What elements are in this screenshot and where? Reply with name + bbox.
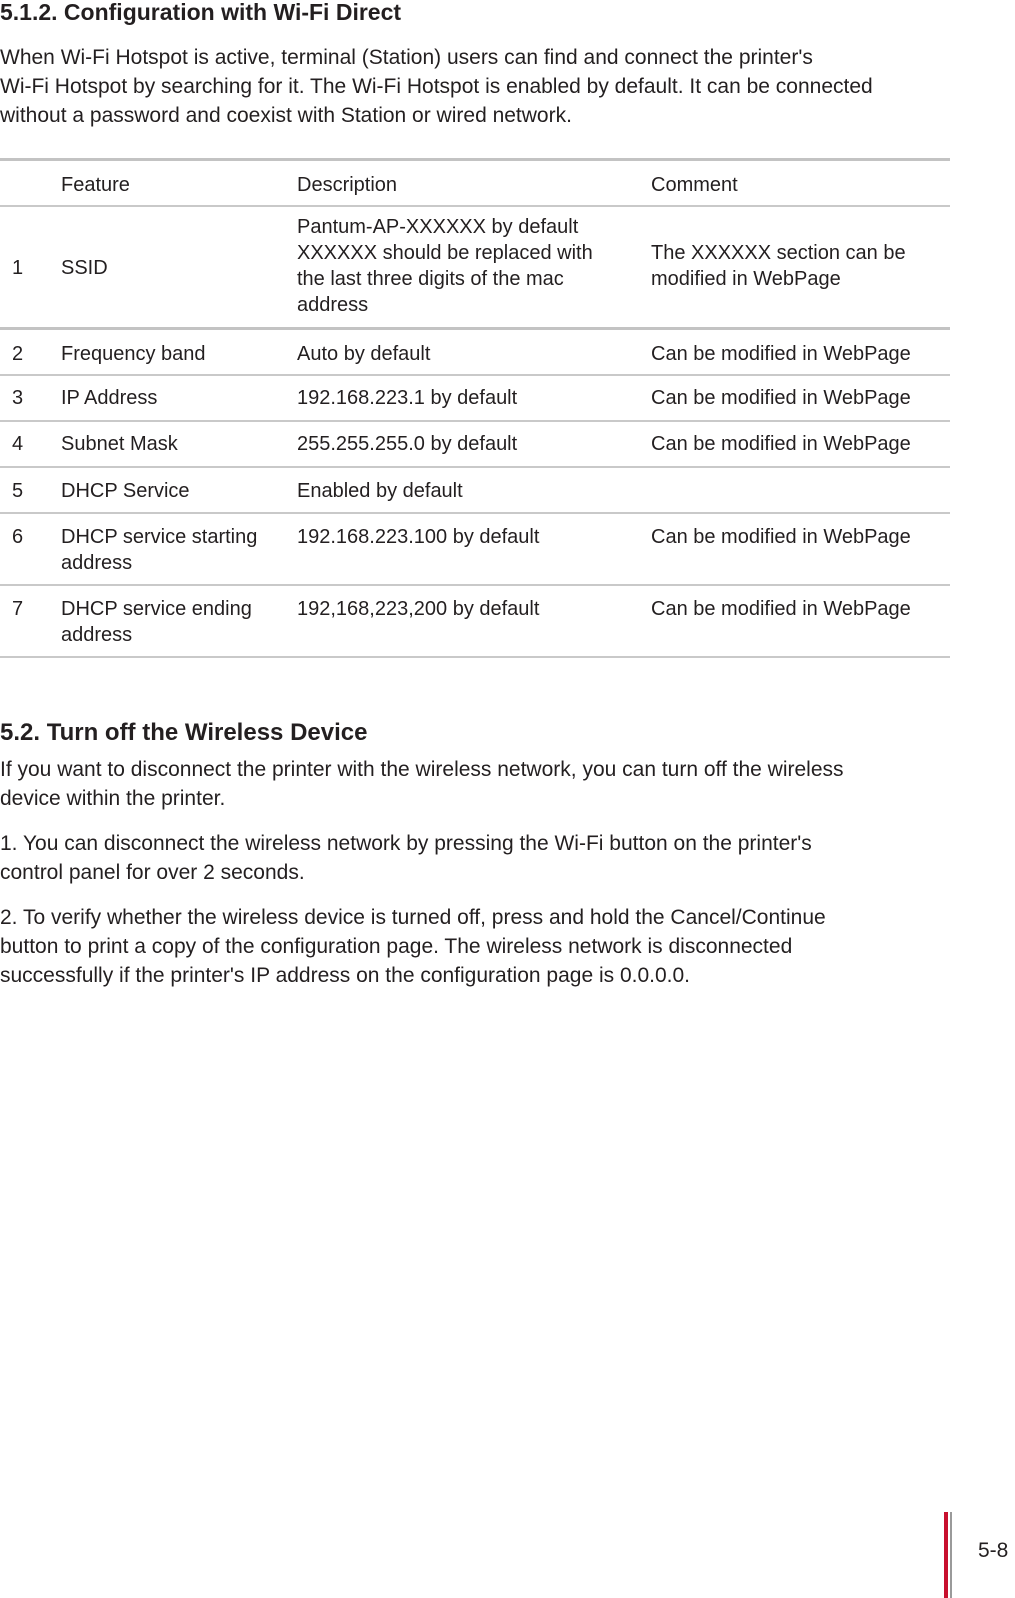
row-description: 192.168.223.1 by default (297, 387, 518, 409)
step-2-paragraph (0, 903, 960, 990)
wifi-direct-config-table (0, 158, 950, 658)
footer-accent-bar (944, 1512, 948, 1598)
row-description: 192.168.223.100 by default (297, 526, 540, 548)
table-row (0, 422, 950, 468)
section-512-intro (0, 43, 960, 130)
feature-line: address (61, 552, 133, 574)
row-comment: Can be modified in WebPage (651, 387, 911, 409)
row-number: 5 (12, 480, 24, 502)
paragraph-line: device within the printer. (0, 787, 226, 810)
row-description (297, 214, 627, 318)
row-feature (61, 524, 286, 576)
row-description: 192,168,223,200 by default (297, 598, 540, 620)
table-row (0, 586, 950, 658)
footer-divider (950, 1512, 952, 1598)
paragraph-line: 2. To verify whether the wireless device is turned off, press and hold the Cancel/Continue (0, 906, 826, 929)
row-feature (61, 596, 286, 648)
table-row (0, 514, 950, 586)
intro-line: without a password and coexist with Station or wired network. (0, 104, 572, 127)
row-comment: Can be modified in WebPage (651, 526, 911, 548)
row-feature: Frequency band (61, 343, 206, 365)
row-comment: Can be modified in WebPage (651, 598, 911, 620)
section-52-intro (0, 755, 960, 813)
table-row (0, 207, 950, 330)
row-feature: IP Address (61, 387, 158, 409)
paragraph-line: button to print a copy of the configuration page. The wireless network is disconnected (0, 935, 793, 958)
step-1-paragraph (0, 829, 960, 887)
comment-line: The XXXXXX section can be (651, 242, 906, 264)
header-comment: Comment (651, 174, 738, 196)
row-comment: Can be modified in WebPage (651, 343, 911, 365)
row-description: 255.255.255.0 by default (297, 433, 518, 455)
row-number: 1 (12, 257, 24, 279)
description-line: the last three digits of the mac (297, 268, 564, 290)
row-description: Auto by default (297, 343, 431, 365)
row-number: 4 (12, 433, 24, 455)
table-header-row (0, 161, 950, 207)
row-feature: Subnet Mask (61, 433, 178, 455)
row-feature: DHCP Service (61, 480, 190, 502)
paragraph-line: 1. You can disconnect the wireless network by pressing the Wi-Fi button on the printer's (0, 832, 812, 855)
feature-line: DHCP service ending (61, 598, 252, 620)
row-number: 3 (12, 387, 24, 409)
intro-line: Wi-Fi Hotspot by searching for it. The Wi-Fi Hotspot is enabled by default. It can be connected (0, 75, 873, 98)
section-title-52: 5.2. Turn off the Wireless Device (0, 719, 368, 746)
description-line: XXXXXX should be replaced with (297, 242, 593, 264)
table-row (0, 376, 950, 422)
row-comment: Can be modified in WebPage (651, 433, 911, 455)
feature-line: DHCP service starting (61, 526, 258, 548)
row-number: 7 (12, 598, 24, 620)
paragraph-line: control panel for over 2 seconds. (0, 861, 305, 884)
table-row (0, 330, 950, 376)
header-description: Description (297, 174, 398, 196)
intro-line: When Wi-Fi Hotspot is active, terminal (Station) users can find and connect the printer's (0, 46, 813, 69)
table-row (0, 468, 950, 514)
row-comment (651, 240, 950, 292)
header-feature: Feature (61, 174, 130, 196)
comment-line: modified in WebPage (651, 268, 841, 290)
feature-line: address (61, 624, 133, 646)
row-number: 2 (12, 343, 24, 365)
page-number: 5-8 (978, 1539, 1009, 1562)
description-line: address (297, 294, 369, 316)
paragraph-line: successfully if the printer's IP address on the configuration page is 0.0.0.0. (0, 964, 691, 987)
section-title-512: 5.1.2. Configuration with Wi-Fi Direct (0, 0, 402, 25)
paragraph-line: If you want to disconnect the printer with the wireless network, you can turn off the wireless (0, 758, 844, 781)
row-description: Enabled by default (297, 480, 463, 502)
row-number: 6 (12, 526, 24, 548)
row-feature: SSID (61, 257, 108, 279)
description-line: Pantum-AP-XXXXXX by default (297, 216, 579, 238)
